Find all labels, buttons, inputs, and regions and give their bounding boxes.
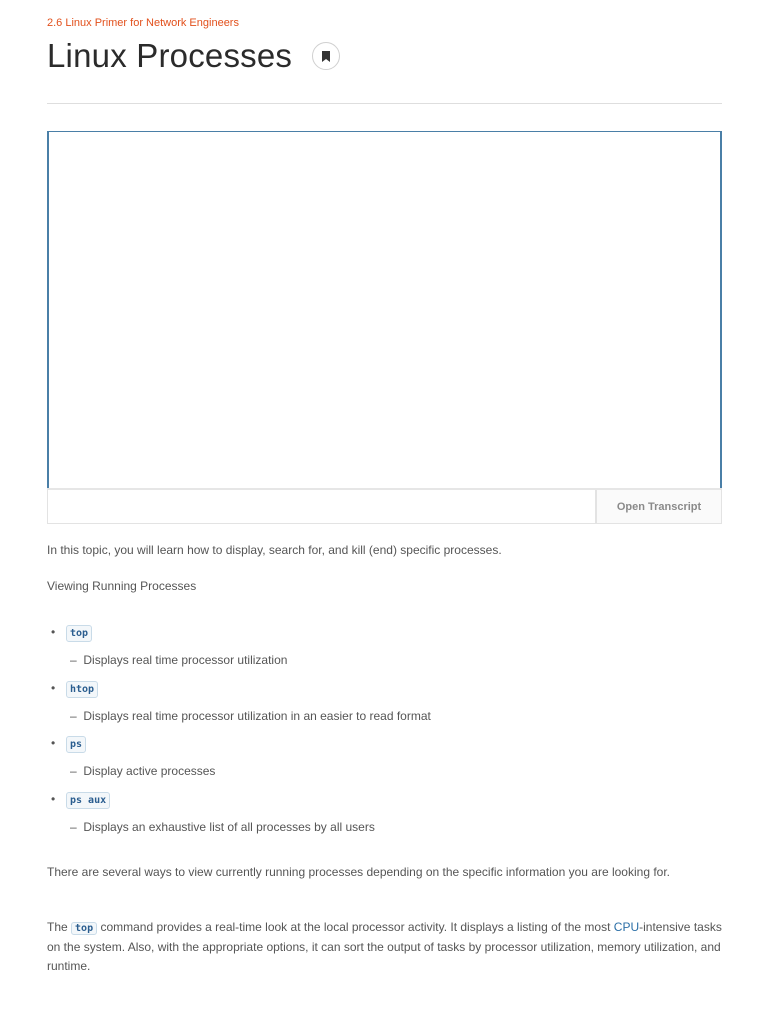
inline-code: top	[71, 922, 97, 935]
command-description: – Displays real time processor utilization in an easier to read format	[70, 708, 431, 723]
list-item	[47, 789, 722, 845]
video-player[interactable]	[47, 131, 722, 488]
bullet-marker: •	[51, 680, 56, 695]
transcript-bar	[47, 488, 722, 524]
cpu-link[interactable]: CPU	[613, 920, 640, 934]
ways-paragraph: There are several ways to view currently running processes depending on the specific information you are looking for.	[47, 865, 670, 879]
bullet-marker: •	[51, 791, 56, 806]
bookmark-button[interactable]	[312, 42, 340, 70]
command-code: ps	[66, 736, 86, 753]
command-code: top	[66, 625, 92, 642]
title-row	[47, 36, 340, 76]
command-description: – Displays real time processor utilization	[70, 653, 288, 667]
title-divider	[47, 103, 722, 104]
command-description: – Display active processes	[70, 764, 216, 778]
bullet-marker: •	[51, 736, 56, 750]
command-code: ps aux	[66, 792, 110, 809]
section-heading: Viewing Running Processes	[47, 579, 197, 593]
open-transcript-button[interactable]: Open Transcript	[597, 490, 721, 523]
bullet-marker: •	[51, 625, 56, 639]
list-item	[47, 733, 722, 789]
command-description: – Displays an exhaustive list of all processes by all users	[70, 819, 375, 834]
page-title: Linux Processes	[47, 37, 293, 74]
bookmark-icon	[321, 51, 331, 62]
list-item	[47, 678, 722, 734]
intro-text: In this topic, you will learn how to display, search for, and kill (end) specific processes.	[47, 543, 502, 557]
top-command-paragraph: The top command provides a real-time look at the local processor activity. It displays a listing of the most CPU-intensive tasks on the system. Also, with the appropriate options, it can sort the output of tasks by processor utilization, memory utilization, and runtime.	[47, 920, 722, 973]
list-item	[47, 622, 722, 678]
command-list	[47, 622, 722, 844]
breadcrumb[interactable]: 2.6 Linux Primer for Network Engineers	[47, 17, 239, 29]
command-code: htop	[66, 681, 98, 698]
transcript-area	[48, 490, 597, 523]
